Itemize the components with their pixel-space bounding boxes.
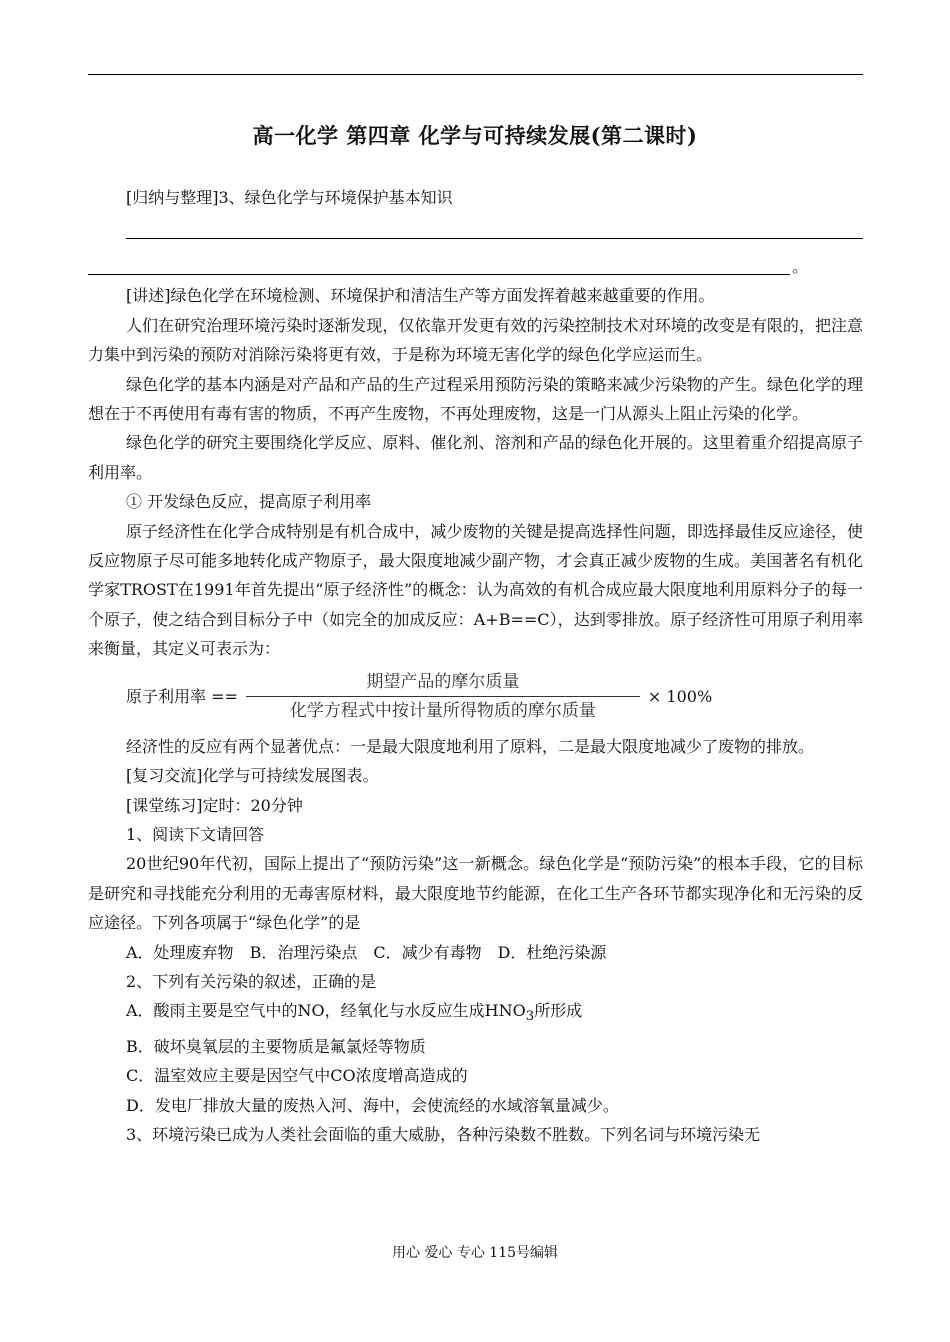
paragraph-3: 绿色化学的研究主要围绕化学反应、原料、催化剂、溶剂和产品的绿色化开展的。这里着重介绍提高原子利用率。 [88,433,863,482]
fill-blank-line-2 [88,239,863,275]
question-1-title: 1、阅读下文请回答 [126,824,265,844]
practice-paragraph: [课堂练习]定时：20分钟 [126,795,303,815]
page-footer: 用心 爱心 专心 115号编辑 [391,1245,559,1261]
question-2-option-a [88,996,863,1032]
formula-multiplier: × 100% [647,686,713,706]
question-1-text: 20世纪90年代初，国际上提出了“预防污染”这一新概念。绿色化学是“预防污染”的根本手段，它的目标是研究和寻找能充分利用的无毒害原材料，最大限度地节约能源，在化工生产各环节都实现净化和无污染的反应途径。下列各项属于“绿色化学”的是 [88,854,863,933]
summary-heading: [归纳与整理]3、绿色化学与环境保护基本知识 [126,188,453,207]
paragraph-2: 绿色化学的基本内涵是对产品和产品的生产过程采用预防污染的策略来减少污染物的产生。绿色化学的理想在于不再使用有毒有害的物质，不再产生废物，不再处理废物，这是一门从源头上阻止污染的化学。 [88,374,863,424]
option-c: C．减少有毒物 [373,942,482,962]
atom-utilization-formula [126,666,863,728]
formula-numerator: 期望产品的摩尔质量 [366,672,520,693]
fill-blank-line-1 [126,212,863,239]
option-a-suffix: 所形成 [534,1001,583,1021]
option-b: B．治理污染点 [249,942,358,962]
question-1-options [88,938,863,967]
formula-denominator: 化学方程式中按计量所得物质的摩尔质量 [289,701,596,722]
option-a: A．处理废弃物 [126,942,234,962]
paragraph-6: 经济性的反应有两个显著优点：一是最大限度地利用了原料，二是最大限度地减少了废物的排放。 [126,736,815,756]
option-a-text: A．酸雨主要是空气中的NO，经氧化与水反应生成HNO [126,1001,526,1021]
document-body [88,183,863,1150]
top-rule [88,74,863,75]
question-2-option-b: B．破坏臭氧层的主要物质是氟氯烃等物质 [126,1036,426,1056]
option-d: D．杜绝污染源 [497,942,607,962]
paragraph-1: 人们在研究治理环境污染时逐渐发现，仅依靠开发更有效的污染控制技术对环境的改变是有限的，把注意力集中到污染的预防对消除污染将更有效，于是称为环境无害化学的绿色化学应运而生。 [88,315,863,365]
blank-end-mark: 。 [792,257,809,277]
formula-fraction [246,670,640,723]
question-2-option-d: D．发电厂排放大量的废热入河、海中，会使流经的水域溶氧量减少。 [126,1095,619,1115]
fraction-bar [246,696,640,697]
formula-label: 原子利用率 == [126,686,238,706]
page-title: 高一化学 第四章 化学与可持续发展(第二课时) [252,123,698,148]
fill-blank-underline [88,274,790,275]
question-3-text: 3、环境污染已成为人类社会面临的重大威胁，各种污染数不胜数。下列名词与环境污染无 [126,1125,761,1145]
subscript: 3 [525,1009,535,1025]
paragraph-4: ① 开发绿色反应，提高原子利用率 [126,492,372,512]
paragraph-5: 原子经济性在化学合成特别是有机合成中，减少废物的关键是提高选择性问题，即选择最佳反应途径，使反应物原子尽可能多地转化成产物原子，最大限度地减少副产物，才会真正减少废物的生成。美国著名有机化学家TROST在1991年首先提出“原子经济性”的概念：认为高效的有机合成应最大限度地利用原料分子的每一个原子，使之结合到目标分子中（如完全的加成反应：A+B==C），达到零排放。原子经济性可用原子利用率来衡量，其定义可表示为： [88,521,863,659]
question-2-option-c: C．温室效应主要是因空气中CO浓度增高造成的 [126,1066,468,1086]
question-2-title: 2、下列有关污染的叙述，正确的是 [126,971,377,991]
lecture-paragraph: [讲述]绿色化学在环境检测、环境保护和清洁生产等方面发挥着越来越重要的作用。 [126,286,715,306]
review-paragraph: [复习交流]化学与可持续发展图表。 [126,766,379,786]
